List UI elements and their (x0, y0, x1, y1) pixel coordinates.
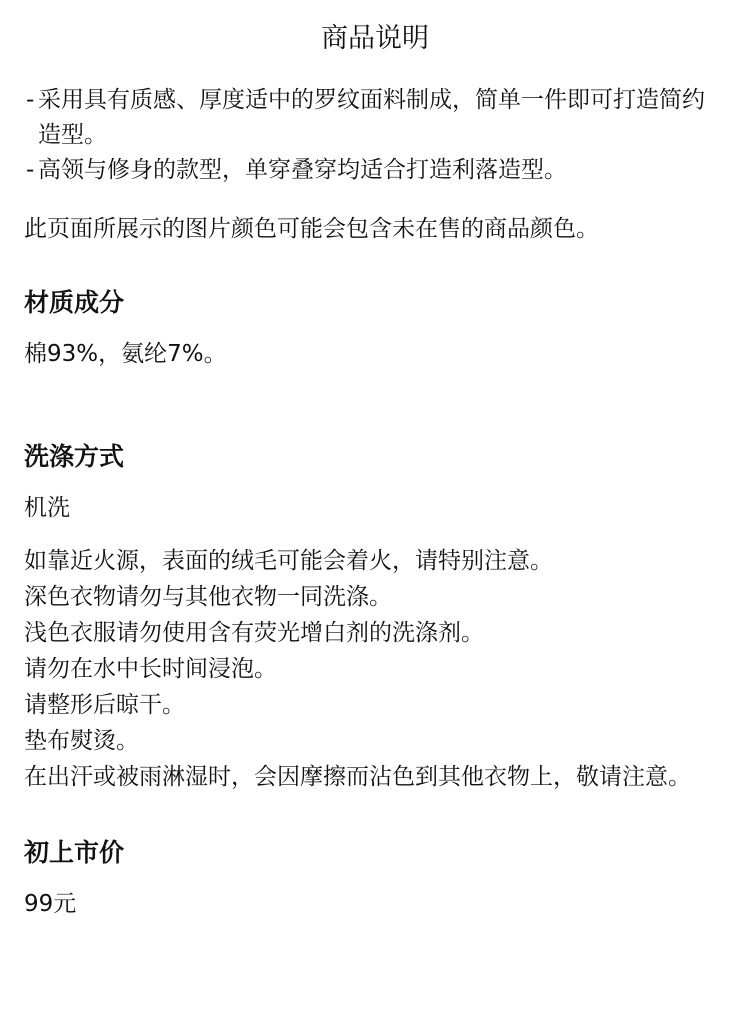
feature-item (24, 153, 726, 188)
bullet-marker: - (26, 87, 35, 113)
washing-heading: 洗涤方式 (24, 442, 125, 471)
color-notice: 此页面所展示的图片颜色可能会包含未在售的商品颜色。 (24, 216, 599, 242)
washing-note: 请整形后晾干。 (24, 692, 185, 718)
washing-note: 垫布熨烫。 (24, 728, 139, 754)
washing-note: 深色衣物请勿与其他衣物一同洗涤。 (24, 584, 392, 610)
price-value: 99元 (24, 891, 77, 917)
price-heading: 初上市价 (24, 838, 125, 867)
page-title: 商品说明 (321, 23, 429, 54)
washing-note: 在出汗或被雨淋湿时，会因摩擦而沾色到其他衣物上，敬请注意。 (24, 764, 691, 790)
material-heading: 材质成分 (24, 288, 125, 317)
feature-text: 高领与修身的款型，单穿叠穿均适合打造利落造型。 (38, 157, 567, 183)
material-value: 棉93%，氨纶7%。 (24, 341, 227, 367)
washing-method: 机洗 (24, 495, 70, 521)
feature-text: 采用具有质感、厚度适中的罗纹面料制成，简单一件即可打造简约造型。 (38, 87, 705, 148)
washing-notes (24, 543, 726, 795)
feature-item (24, 83, 726, 153)
washing-note: 请勿在水中长时间浸泡。 (24, 656, 277, 682)
bullet-marker: - (26, 157, 35, 183)
feature-list (24, 83, 726, 188)
washing-note: 浅色衣服请勿使用含有荧光增白剂的洗涤剂。 (24, 620, 484, 646)
washing-note: 如靠近火源，表面的绒毛可能会着火，请特别注意。 (24, 548, 553, 574)
